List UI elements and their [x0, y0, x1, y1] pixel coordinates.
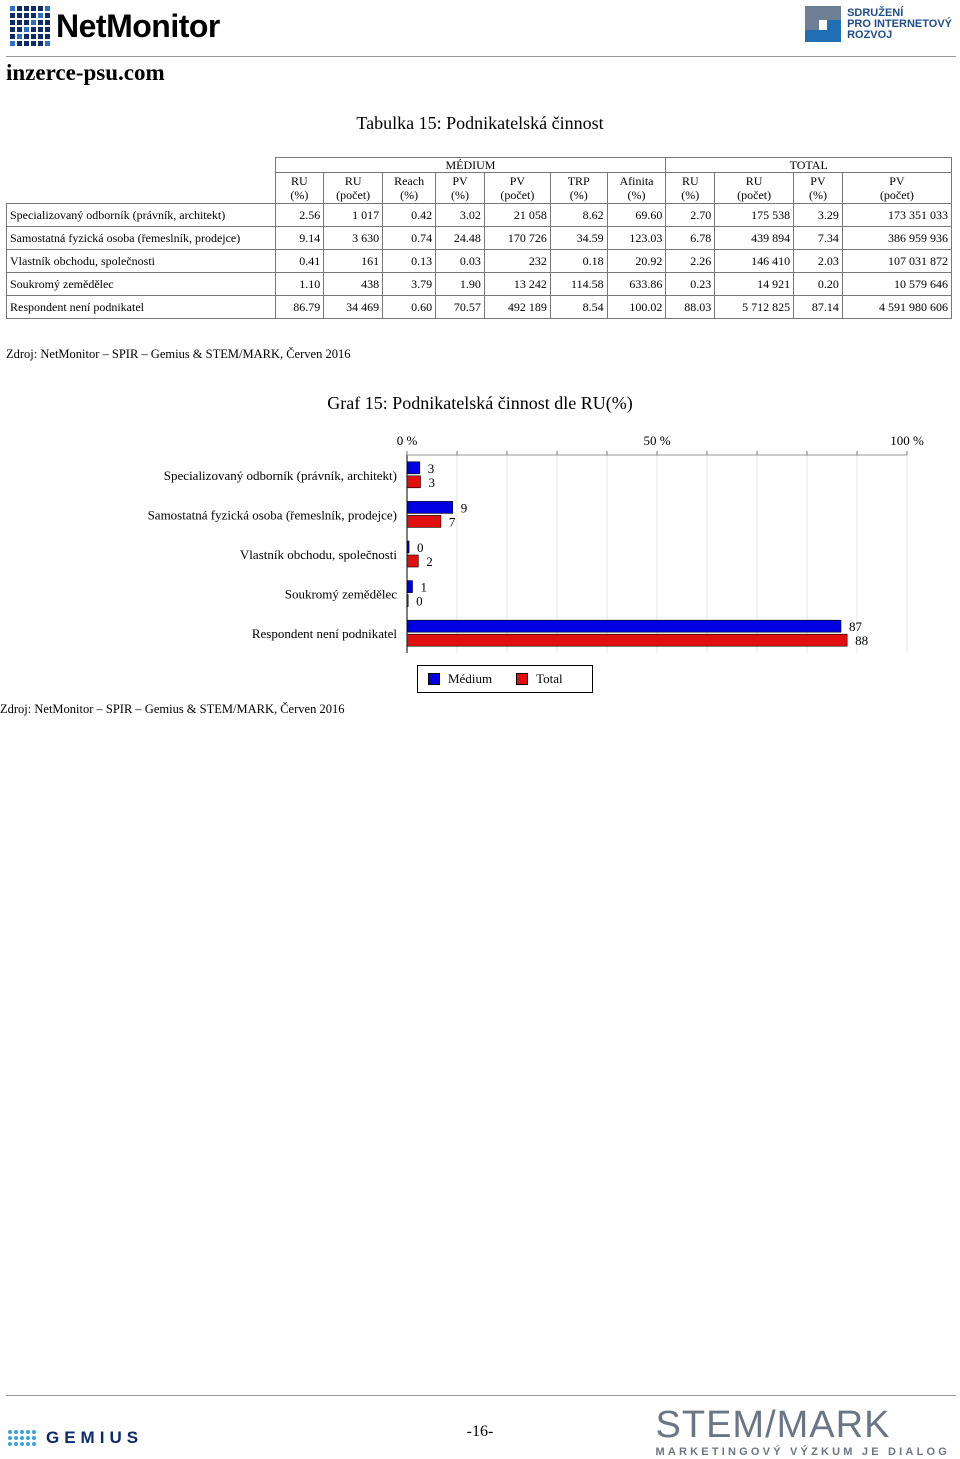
table-cell: 146 410 [715, 250, 794, 273]
column-header: Reach (%) [383, 173, 436, 204]
column-header: RU (%) [666, 173, 715, 204]
table-cell: 24.48 [436, 227, 485, 250]
column-header: TRP (%) [550, 173, 607, 204]
table-cell: 3.02 [436, 204, 485, 227]
table-cell: 70.57 [436, 296, 485, 319]
column-header: Afinita (%) [607, 173, 666, 204]
row-label: Samostatná fyzická osoba (řemeslník, prodejce) [7, 227, 276, 250]
table-cell: 2.26 [666, 250, 715, 273]
legend-label-medium: Médium [448, 671, 493, 686]
spir-logo-text: SDRUŽENÍ PRO INTERNETOVÝ ROZVOJ [847, 6, 952, 41]
table-cell: 438 [324, 273, 383, 296]
bar-medium [407, 581, 413, 593]
table-cell: 1 017 [324, 204, 383, 227]
table-cell: 114.58 [550, 273, 607, 296]
table-cell: 5 712 825 [715, 296, 794, 319]
table-cell: 175 538 [715, 204, 794, 227]
table-cell: 161 [324, 250, 383, 273]
category-label: Samostatná fyzická osoba (řemeslník, prodejce) [147, 507, 397, 523]
data-label: 3 [428, 474, 435, 490]
table-cell: 170 726 [484, 227, 550, 250]
table-row [7, 273, 952, 296]
data-label: 88 [855, 633, 869, 649]
table-cell: 8.54 [550, 296, 607, 319]
table-cell: 0.18 [550, 250, 607, 273]
footer-divider [6, 1395, 956, 1396]
table-cell: 8.62 [550, 204, 607, 227]
category-label: Specializovaný odborník (právník, architekt) [163, 467, 397, 483]
page-number: -16- [466, 1423, 494, 1440]
column-header: RU (počet) [715, 173, 794, 204]
group-header-medium: MÉDIUM [275, 158, 666, 173]
table-cell: 0.20 [794, 273, 843, 296]
column-header: PV (počet) [484, 173, 550, 204]
table-cell: 88.03 [666, 296, 715, 319]
table-cell: 14 921 [715, 273, 794, 296]
table-cell: 3.29 [794, 204, 843, 227]
table-cell: 4 591 980 606 [842, 296, 951, 319]
bar-medium [407, 620, 841, 632]
netmonitor-logo-text: NetMonitor [56, 7, 220, 44]
row-label: Vlastník obchodu, společnosti [7, 250, 276, 273]
x-tick-label: 100 % [890, 433, 924, 448]
row-label: Respondent není podnikatel [7, 296, 276, 319]
chart-source: Zdroj: NetMonitor – SPIR – Gemius & STEM/MARK, Červen 2016 [0, 702, 345, 716]
table-row [7, 250, 952, 273]
table-source: Zdroj: NetMonitor – SPIR – Gemius & STEM/MARK, Červen 2016 [6, 347, 351, 361]
row-label: Specializovaný odborník (právník, architekt) [7, 204, 276, 227]
category-label: Soukromý zemědělec [284, 586, 397, 602]
table-cell: 34.59 [550, 227, 607, 250]
data-label: 0 [416, 593, 423, 609]
table-title: Tabulka 15: Podnikatelská činnost [356, 113, 604, 133]
chart-legend [417, 665, 593, 693]
site-name: inzerce-psu.com [6, 60, 165, 85]
gemius-logo-text: GEMIUS [46, 1428, 144, 1447]
table-cell: 0.13 [383, 250, 436, 273]
legend-swatch-total [516, 673, 528, 685]
table-cell: 232 [484, 250, 550, 273]
table-cell: 173 351 033 [842, 204, 951, 227]
table-cell: 7.34 [794, 227, 843, 250]
column-header: PV (%) [436, 173, 485, 204]
table-cell: 2.56 [275, 204, 324, 227]
stem-mark-tagline: MARKETINGOVÝ VÝZKUM JE DIALOG [655, 1446, 950, 1458]
data-label: 0 [417, 540, 424, 555]
data-table [6, 157, 952, 319]
table-cell: 87.14 [794, 296, 843, 319]
x-tick-label: 50 % [643, 433, 671, 448]
table-row [7, 227, 952, 250]
data-label: 1 [420, 579, 427, 595]
group-header-total: TOTAL [666, 158, 952, 173]
stem-mark-logo-text: STEM/MARK [655, 1404, 891, 1446]
stem-mark-logo [656, 1406, 950, 1458]
legend-label-total: Total [536, 671, 563, 686]
table-cell: 0.42 [383, 204, 436, 227]
bar-total [407, 476, 421, 488]
bar-chart [0, 425, 960, 660]
bar-medium [407, 462, 420, 474]
table-cell: 34 469 [324, 296, 383, 319]
column-header: RU (%) [275, 173, 324, 204]
table-cell: 2.03 [794, 250, 843, 273]
data-label: 9 [460, 500, 468, 516]
table-cell: 3.79 [383, 273, 436, 296]
bar-total [407, 595, 408, 607]
table-cell: 386 959 936 [842, 227, 951, 250]
category-label: Vlastník obchodu, společnosti [239, 547, 397, 562]
table-cell: 633.86 [607, 273, 666, 296]
table-row [7, 296, 952, 319]
bar-medium [407, 501, 453, 513]
chart-title: Graf 15: Podnikatelská činnost dle RU(%) [327, 393, 633, 413]
bar-medium [407, 541, 409, 553]
table-cell: 86.79 [275, 296, 324, 319]
bar-total [407, 515, 441, 527]
legend-swatch-medium [428, 673, 440, 685]
row-label: Soukromý zemědělec [7, 273, 276, 296]
table-cell: 6.78 [666, 227, 715, 250]
table-cell: 0.60 [383, 296, 436, 319]
table-cell: 492 189 [484, 296, 550, 319]
bar-total [407, 634, 847, 646]
table-cell: 0.41 [275, 250, 324, 273]
legend-item-medium [428, 671, 492, 687]
netmonitor-logo-icon [10, 6, 50, 46]
table-cell: 20.92 [607, 250, 666, 273]
bar-total [407, 555, 418, 567]
column-header: PV (počet) [842, 173, 951, 204]
data-label: 2 [426, 554, 433, 569]
netmonitor-logo [10, 6, 220, 46]
table-cell: 9.14 [275, 227, 324, 250]
table-cell: 2.70 [666, 204, 715, 227]
table-cell: 100.02 [607, 296, 666, 319]
table-cell: 1.90 [436, 273, 485, 296]
column-header: RU (počet) [324, 173, 383, 204]
spir-logo [805, 6, 952, 42]
x-tick-label: 0 % [396, 433, 418, 448]
header-divider [6, 56, 956, 57]
table-cell: 3 630 [324, 227, 383, 250]
data-label: 3 [427, 460, 435, 476]
table-cell: 439 894 [715, 227, 794, 250]
table-cell: 0.03 [436, 250, 485, 273]
table-cell: 0.74 [383, 227, 436, 250]
table-row [7, 204, 952, 227]
table-cell: 21 058 [484, 204, 550, 227]
table-cell: 107 031 872 [842, 250, 951, 273]
legend-item-total [516, 671, 563, 687]
table-corner [7, 158, 276, 204]
table-cell: 13 242 [484, 273, 550, 296]
table-cell: 69.60 [607, 204, 666, 227]
column-header: PV (%) [794, 173, 843, 204]
spir-logo-icon [805, 6, 841, 42]
table-cell: 0.23 [666, 273, 715, 296]
category-label: Respondent není podnikatel [251, 626, 397, 642]
table-cell: 123.03 [607, 227, 666, 250]
table-cell: 1.10 [275, 273, 324, 296]
table-body [7, 204, 952, 319]
data-label: 7 [448, 514, 456, 530]
data-label: 87 [848, 619, 862, 635]
table-cell: 10 579 646 [842, 273, 951, 296]
